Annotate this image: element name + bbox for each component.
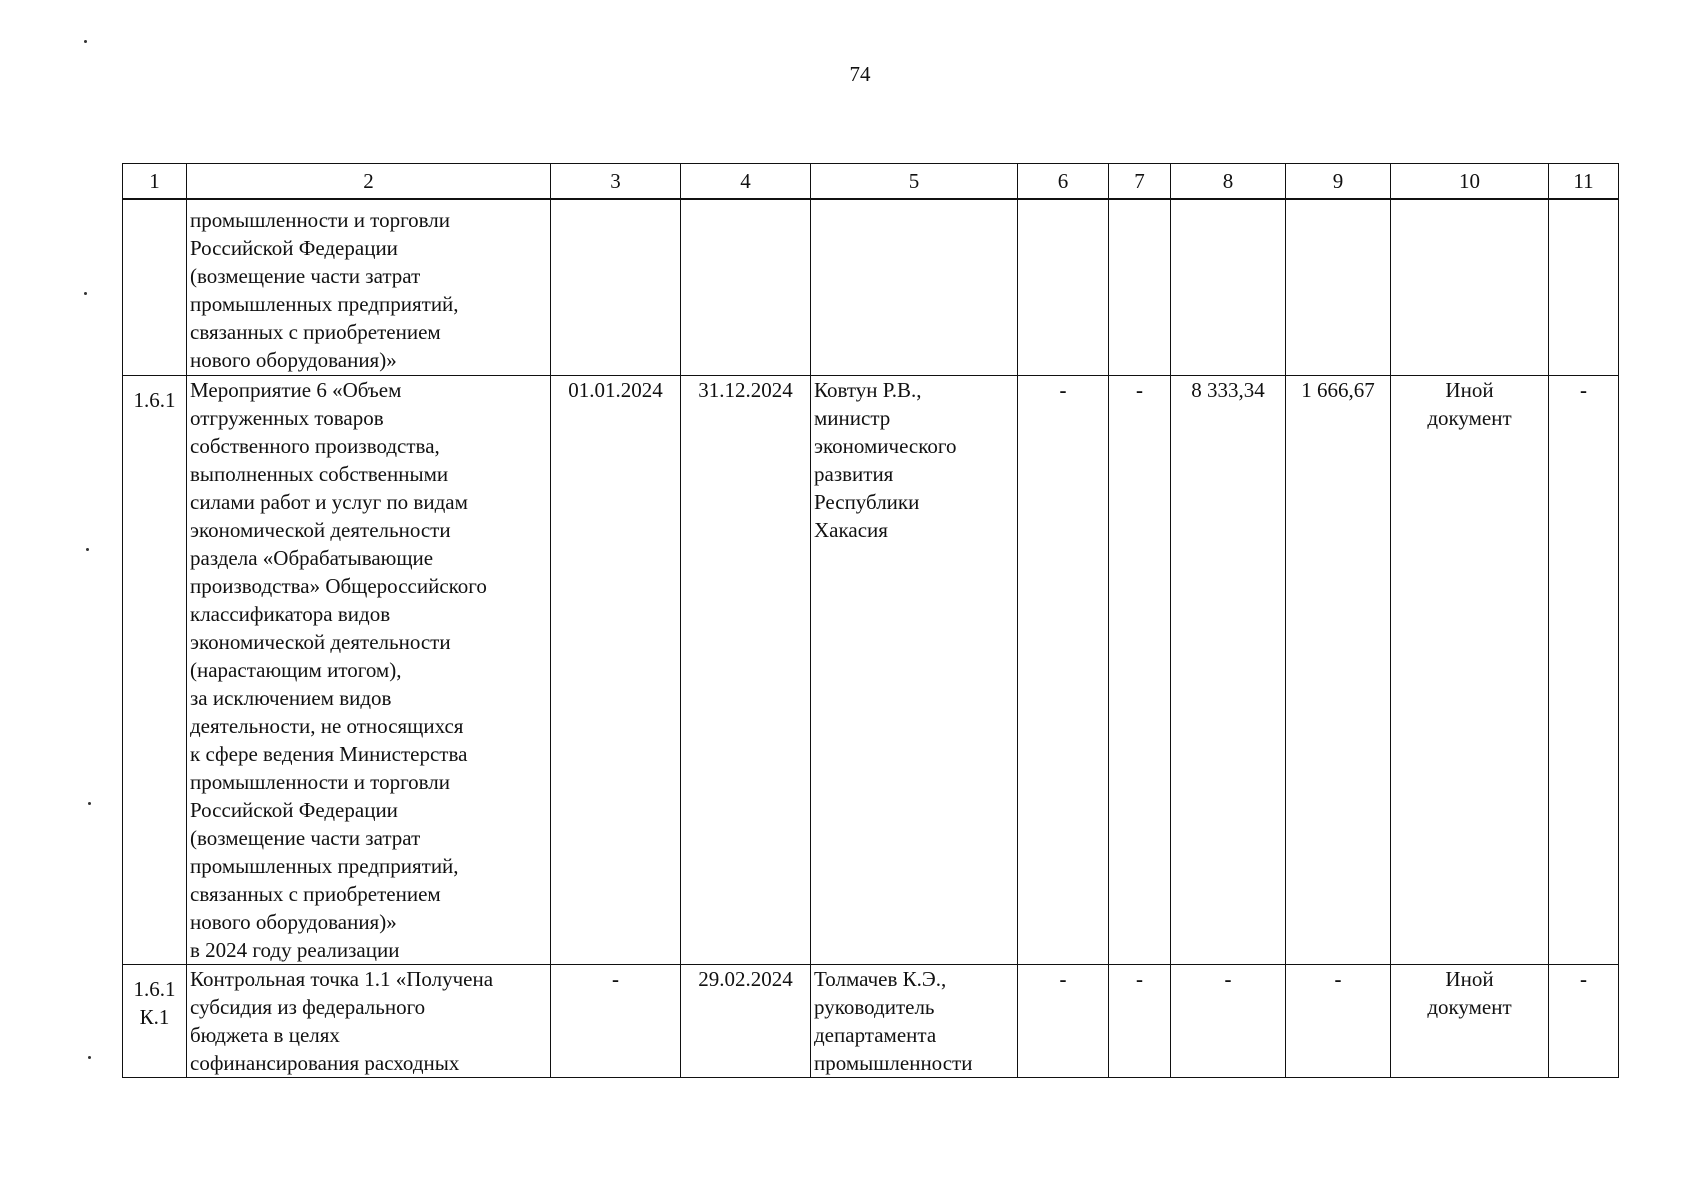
activity-name-cell (187, 964, 551, 1077)
responsible-line: Ковтун Р.В., (814, 377, 922, 402)
start-date-cell: 01.01.2024 (551, 375, 681, 964)
column-header: 3 (551, 164, 681, 200)
activity-name-line: промышленности и торговли (190, 208, 451, 232)
dash-mark: - (1580, 377, 1587, 402)
responsible-line: Хакасия (814, 517, 888, 542)
dash-mark: - (1224, 966, 1232, 991)
column-header: 1 (123, 164, 187, 200)
responsible-line: Республики (814, 489, 920, 514)
value-cell-6 (1018, 375, 1109, 964)
page-number: 74 (849, 62, 871, 86)
activity-name-line: (возмещение части затрат (190, 825, 421, 850)
value-cell-7 (1109, 199, 1171, 375)
activity-name-line: производства» Общероссийского (190, 573, 487, 598)
value-cell-8: 8 333,34 (1171, 375, 1286, 964)
column-header: 8 (1171, 164, 1286, 200)
row-number-cell (123, 375, 187, 964)
activity-name-line: (нарастающим итогом), (190, 657, 402, 682)
value-cell-8 (1171, 964, 1286, 1077)
responsible-cell (811, 964, 1018, 1077)
activity-name-line: софинансирования расходных (190, 1050, 460, 1075)
value-cell-11 (1549, 375, 1619, 964)
activity-name-line: экономической деятельности (190, 517, 451, 542)
dash-mark: - (1136, 377, 1143, 402)
value-cell-6 (1018, 199, 1109, 375)
activity-name-line: связанных с приобретением (190, 881, 441, 906)
responsible-line: департамента (814, 1022, 937, 1047)
document-type-line: документ (1427, 405, 1512, 430)
activity-name-line: выполненных собственными (190, 461, 449, 486)
dash-mark: - (1334, 966, 1342, 991)
value-cell-9 (1286, 964, 1391, 1077)
value-cell-7 (1109, 375, 1171, 964)
activity-name-line: Российской Федерации (190, 797, 398, 822)
column-header: 11 (1549, 164, 1619, 200)
value-cell-9: 1 666,67 (1286, 375, 1391, 964)
activity-name-cell (187, 375, 551, 964)
responsible-cell (811, 375, 1018, 964)
responsible-line: Толмачев К.Э., (814, 966, 947, 991)
activity-name-line: отгруженных товаров (190, 405, 384, 430)
activity-name-line: субсидия из федерального (190, 994, 426, 1019)
margin-dot (84, 292, 87, 295)
activity-name-line: нового оборудования)» (190, 348, 397, 372)
responsible-line: экономического (814, 433, 957, 458)
start-date-cell (551, 964, 681, 1077)
activity-name-line: промышленных предприятий, (190, 853, 459, 878)
value-cell-9 (1286, 199, 1391, 375)
column-header: 5 (811, 164, 1018, 200)
activity-name-line: промышленности и торговли (190, 769, 451, 794)
activity-name-line: деятельности, не относящихся (190, 713, 464, 738)
margin-dot (88, 802, 91, 805)
data-table (122, 163, 1619, 1078)
dash-mark: - (1059, 377, 1067, 402)
value-cell-11 (1549, 199, 1619, 375)
row-number-line: К.1 (139, 1004, 170, 1029)
dash-mark: - (1059, 966, 1067, 991)
value-cell-11 (1549, 964, 1619, 1077)
column-header: 4 (681, 164, 811, 200)
document-type-line: Иной (1445, 966, 1494, 991)
activity-name-line: Контрольная точка 1.1 «Получена (190, 966, 494, 991)
end-date-cell: 31.12.2024 (681, 375, 811, 964)
document-type-line: Иной (1445, 377, 1494, 402)
row-number-line: 1.6.1 (133, 976, 176, 1001)
activity-name-line: промышленных предприятий, (190, 292, 459, 316)
responsible-line: промышленности (814, 1050, 973, 1075)
row-number-line: 1.6.1 (133, 387, 176, 412)
responsible-cell (811, 199, 1018, 375)
row-number-cell (123, 964, 187, 1077)
value-cell-8 (1171, 199, 1286, 375)
activity-name-line: бюджета в целях (190, 1022, 340, 1047)
document-type-cell (1391, 375, 1549, 964)
column-header: 9 (1286, 164, 1391, 200)
activity-name-line: силами работ и услуг по видам (190, 489, 468, 514)
activity-name-line: Мероприятие 6 «Объем (190, 377, 402, 402)
activity-name-line: раздела «Обрабатывающие (190, 545, 434, 570)
margin-dot (88, 1056, 91, 1059)
dash-mark: - (1136, 966, 1143, 991)
document-type-cell (1391, 964, 1549, 1077)
activity-name-cell (187, 199, 551, 375)
end-date-cell (681, 199, 811, 375)
value-cell-7 (1109, 964, 1171, 1077)
responsible-line: министр (814, 405, 891, 430)
dash-mark: - (1580, 966, 1587, 991)
dash-mark: - (612, 966, 619, 991)
margin-dot (86, 548, 89, 551)
activity-name-line: нового оборудования)» (190, 909, 397, 934)
activity-name-line: классификатора видов (190, 601, 391, 626)
responsible-line: руководитель (814, 994, 935, 1019)
start-date-cell (551, 199, 681, 375)
activity-name-line: экономической деятельности (190, 629, 451, 654)
value-cell-6 (1018, 964, 1109, 1077)
column-header: 7 (1109, 164, 1171, 200)
header-row (123, 164, 1619, 200)
activity-name-line: собственного производства, (190, 433, 440, 458)
activity-name-line: в 2024 году реализации (190, 937, 400, 962)
activity-name-line: за исключением видов (190, 685, 392, 710)
column-header: 6 (1018, 164, 1109, 200)
responsible-line: развития (814, 461, 894, 486)
column-header: 10 (1391, 164, 1549, 200)
table-row (123, 964, 1619, 1077)
table-row (123, 375, 1619, 964)
margin-dot (84, 40, 87, 43)
activity-name-line: связанных с приобретением (190, 320, 441, 344)
column-header: 2 (187, 164, 551, 200)
end-date-cell: 29.02.2024 (681, 964, 811, 1077)
document-type-line: документ (1427, 994, 1512, 1019)
table-row (123, 199, 1619, 375)
row-number-cell (123, 199, 187, 375)
activity-name-line: (возмещение части затрат (190, 264, 421, 288)
activity-name-line: к сфере ведения Министерства (190, 741, 468, 766)
document-type-cell (1391, 199, 1549, 375)
activity-name-line: Российской Федерации (190, 236, 398, 260)
